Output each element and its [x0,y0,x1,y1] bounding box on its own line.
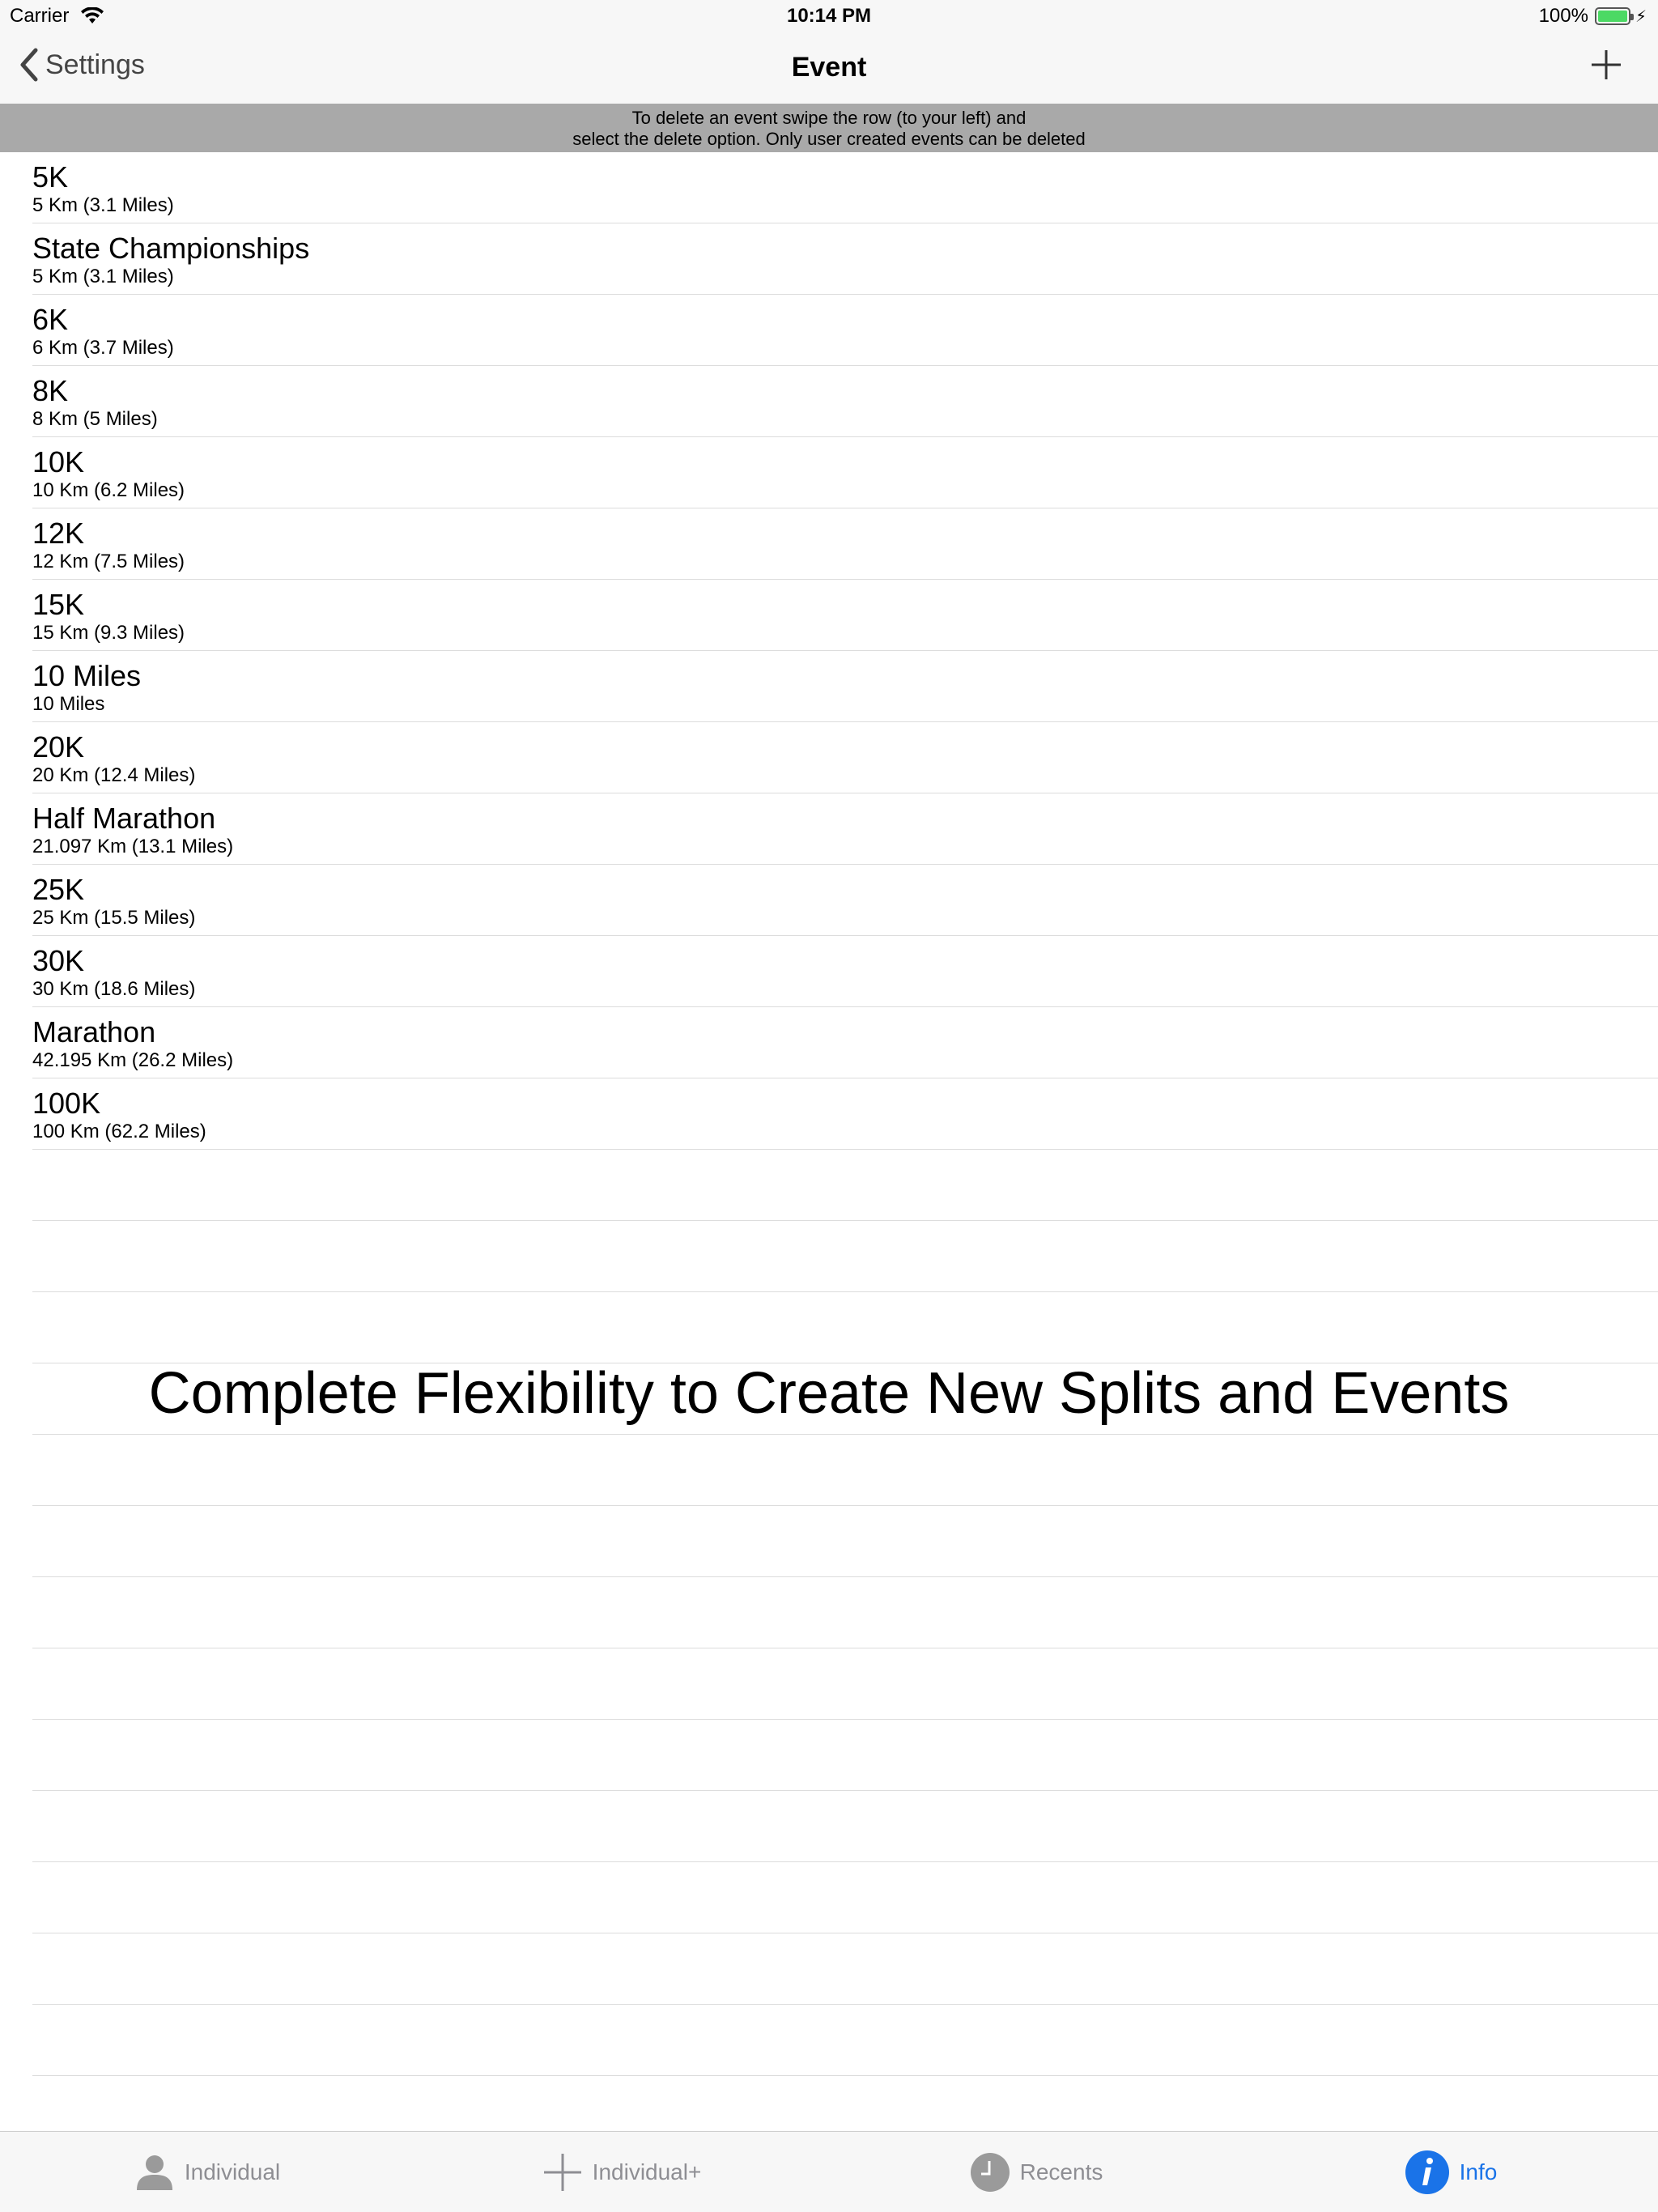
battery-icon [1595,7,1630,25]
event-row-marathon[interactable] [32,1007,1658,1078]
promo-caption: Complete Flexibility to Create New Splits and Events [148,1361,1510,1426]
tab-recents[interactable] [829,2132,1244,2212]
event-distance: 8 Km (5 Miles) [32,408,158,430]
empty-row [32,1648,1658,1720]
event-row-10-miles[interactable] [32,651,1658,722]
event-row-30k[interactable] [32,936,1658,1007]
event-title: 5K [32,160,69,194]
event-distance: 42.195 Km (26.2 Miles) [32,1049,234,1071]
tab-info[interactable] [1244,2132,1658,2212]
tab-individual-plus[interactable] [414,2132,829,2212]
status-time: 10:14 PM [786,5,872,27]
event-row-5k[interactable] [32,152,1658,223]
empty-row [32,1933,1658,2005]
event-row-15k[interactable] [32,580,1658,651]
event-distance: 30 Km (18.6 Miles) [32,978,196,1000]
event-row-20k[interactable] [32,722,1658,793]
event-list [0,152,1658,2076]
event-row-100k[interactable] [32,1078,1658,1150]
event-distance: 10 Km (6.2 Miles) [32,479,185,501]
plus-icon [542,2152,583,2193]
event-row-10k[interactable] [32,437,1658,508]
event-title: 15K [32,588,85,621]
event-row-25k[interactable] [32,865,1658,936]
event-title: 25K [32,873,85,906]
empty-row [32,1577,1658,1648]
event-distance: 6 Km (3.7 Miles) [32,337,174,359]
event-row-12k[interactable] [32,508,1658,580]
event-title: State Championships [32,232,310,265]
tab-label: Recents [1019,2159,1103,2184]
tab-label: Individual+ [592,2159,702,2184]
event-title: 12K [32,517,85,550]
add-event-button[interactable] [1588,47,1624,83]
info-icon [1405,2150,1450,2195]
event-distance: 21.097 Km (13.1 Miles) [32,836,234,857]
plus-icon [1588,47,1624,83]
person-icon [134,2153,175,2192]
clock-icon [970,2152,1010,2193]
empty-row [32,1506,1658,1577]
empty-row [32,1720,1658,1791]
charging-icon: ⚡ [1635,7,1647,26]
tab-label: Individual [184,2159,281,2184]
empty-row [32,1150,1658,1221]
empty-row [32,1435,1658,1506]
tab-label: Info [1459,2159,1498,2184]
hint-line-2: select the delete option. Only user created events can be deleted [572,129,1086,149]
event-distance: 10 Miles [32,693,105,715]
battery-percent: 100% [1538,5,1588,27]
event-distance: 100 Km (62.2 Miles) [32,1121,206,1142]
event-title: Marathon [32,1015,156,1049]
status-bar [0,0,1658,32]
event-title: 30K [32,944,85,977]
event-title: 10K [32,445,85,479]
event-title: 20K [32,730,85,764]
back-label: Settings [45,49,145,80]
tab-bar [0,2131,1658,2212]
page-title: Event [791,52,867,83]
delete-hint-banner [0,104,1658,152]
event-title: 8K [32,374,69,407]
empty-row [32,1292,1658,1363]
event-title: 100K [32,1087,101,1120]
empty-row [32,1791,1658,1862]
event-title: 10 Miles [32,659,142,692]
event-distance: 20 Km (12.4 Miles) [32,764,196,786]
empty-row [32,1862,1658,1933]
event-row-state-championships[interactable] [32,223,1658,295]
empty-row [32,2005,1658,2076]
event-distance: 5 Km (3.1 Miles) [32,194,174,216]
tab-individual[interactable] [0,2132,414,2212]
event-row-half-marathon[interactable] [32,793,1658,865]
event-distance: 25 Km (15.5 Miles) [32,907,196,929]
status-right [1539,5,1647,28]
event-distance: 5 Km (3.1 Miles) [32,266,174,287]
event-distance: 15 Km (9.3 Miles) [32,622,185,644]
event-row-8k[interactable] [32,366,1658,437]
empty-row [32,1221,1658,1292]
event-row-6k[interactable] [32,295,1658,366]
event-distance: 12 Km (7.5 Miles) [32,551,185,572]
event-title: Half Marathon [32,802,216,835]
hint-line-1: To delete an event swipe the row (to your left) and [631,108,1027,128]
carrier-label: Carrier [10,5,70,27]
event-title: 6K [32,303,69,336]
navigation-bar [0,32,1658,104]
